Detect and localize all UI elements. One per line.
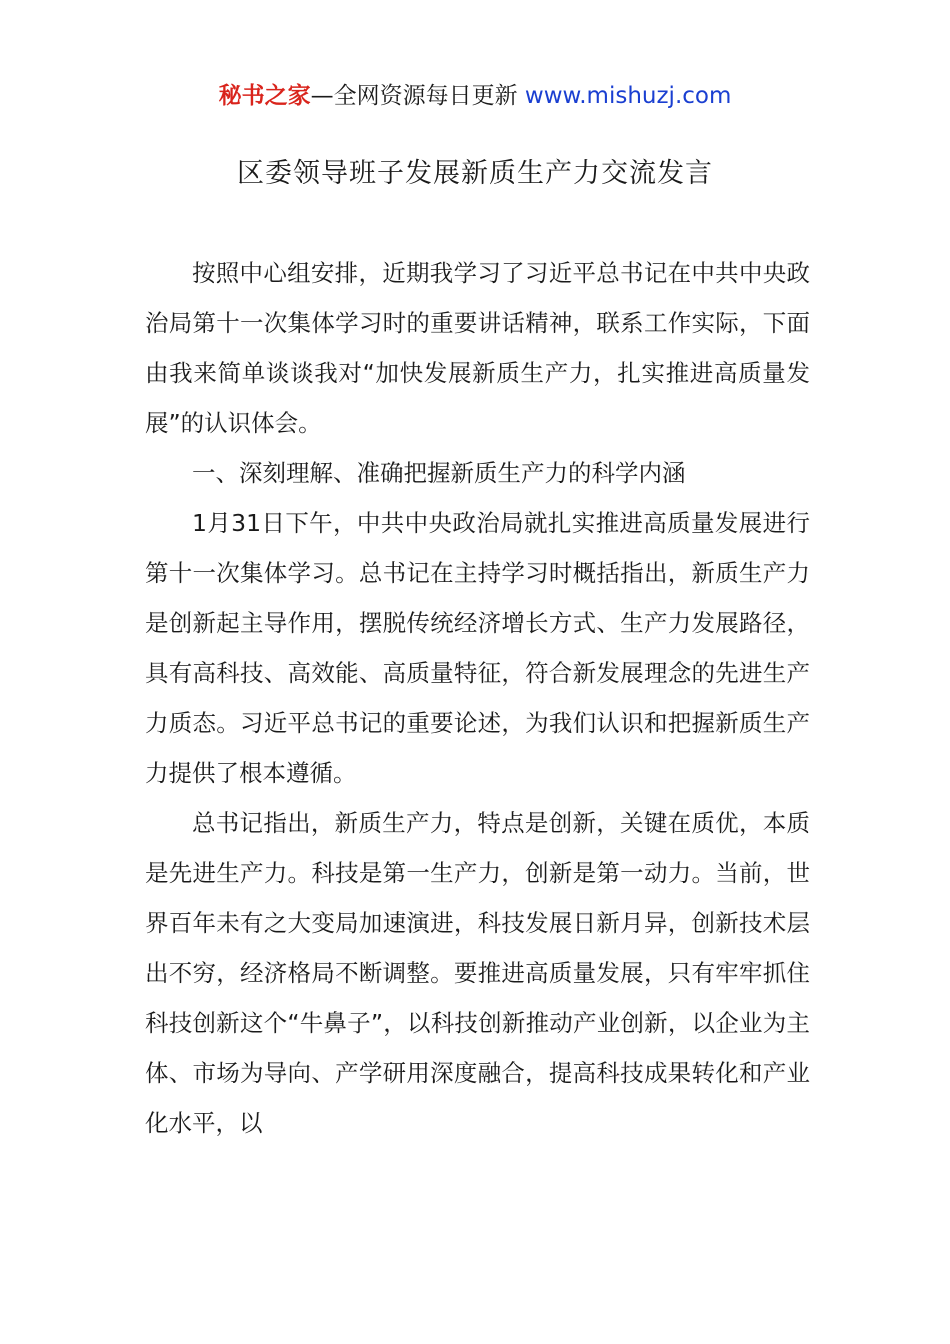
site-tagline: —全网资源每日更新: [310, 83, 518, 109]
site-url-link[interactable]: www.mishuzj.com: [524, 83, 732, 109]
document-title: 区委领导班子发展新质生产力交流发言: [237, 158, 713, 189]
site-header: [0, 80, 950, 112]
document-body: [145, 248, 810, 1148]
paragraph-2: 1月31日下午，中共中央政治局就扎实推进高质量发展进行第十一次集体学习。总书记在主持学习时概括指出，新质生产力是创新起主导作用，摆脱传统经济增长方式、生产力发展路径，具有高科技、高效能、高质量特征，符合新发展理念的先进生产力质态。习近平总书记的重要论述，为我们认识和把握新质生产力提供了根本遵循。: [145, 509, 810, 787]
section-heading-1: 一、深刻理解、准确把握新质生产力的科学内涵: [192, 459, 686, 487]
paragraph-intro: 按照中心组安排，近期我学习了习近平总书记在中共中央政治局第十一次集体学习时的重要讲话精神，联系工作实际，下面由我来简单谈谈我对“加快发展新质生产力，扎实推进高质量发展”的认识体会。: [145, 259, 810, 437]
site-brand: 秘书之家: [218, 83, 311, 109]
paragraph-3: 总书记指出，新质生产力，特点是创新，关键在质优，本质是先进生产力。科技是第一生产力，创新是第一动力。当前，世界百年未有之大变局加速演进，科技发展日新月异，创新技术层出不穷，经济格局不断调整。要推进高质量发展，只有牢牢抓住科技创新这个“牛鼻子”，以科技创新推动产业创新，以企业为主体、市场为导向、产学研用深度融合，提高科技成果转化和产业化水平，以: [145, 809, 810, 1137]
